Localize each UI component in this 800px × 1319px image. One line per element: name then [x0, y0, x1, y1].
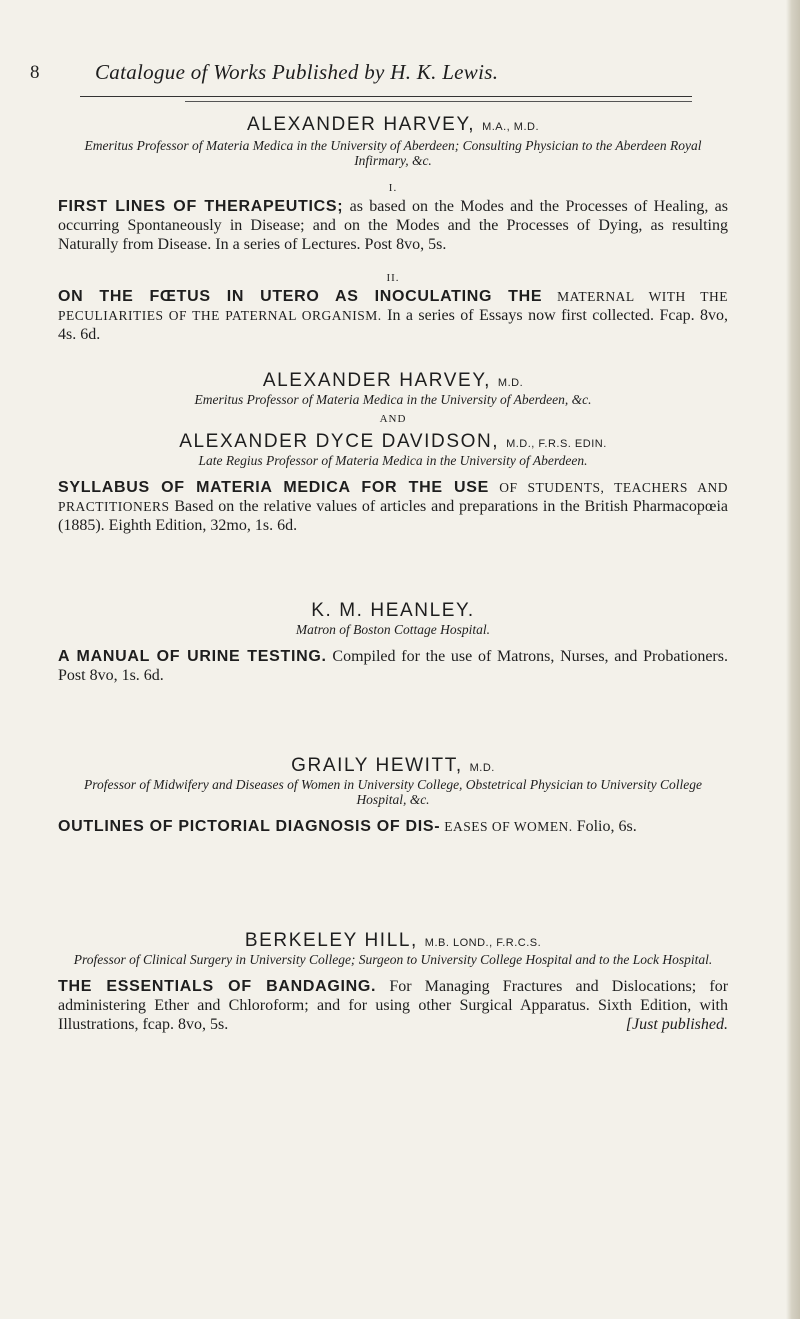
- author-name: ALEXANDER HARVEY, M.D.: [262, 370, 524, 391]
- author-description: Emeritus Professor of Materia Medica in the University of Aberdeen; Consulting Physician to the Aberdeen Royal Infirmary, &c.: [84, 138, 702, 168]
- catalogue-entry: [58, 647, 728, 685]
- page-header: [0, 56, 786, 96]
- and-separator: AND: [379, 413, 407, 425]
- author-name: GRAILY HEWITT, M.D.: [291, 755, 495, 776]
- work-description: Compiled for the use of Matrons, Nurses, and Probationers. Post 8vo, 1s. 6d.: [58, 648, 728, 684]
- running-title: Catalogue of Works Published by H. K. Lewis.: [95, 60, 499, 84]
- catalogue-entry: [58, 817, 728, 836]
- author-description: Professor of Midwifery and Diseases of Women in University College, Obstetrical Physician to University College Hospital, &c.: [83, 777, 703, 807]
- page-edge-shadow: [786, 0, 800, 1319]
- author-description: Matron of Boston Cottage Hospital.: [295, 622, 491, 637]
- work-subtitle: EASES OF WOMEN.: [444, 819, 573, 834]
- work-subtitle: OF STUDENTS, TEACHERS AND PRACTITIONERS: [58, 480, 728, 514]
- work-title: FIRST LINES OF THERAPEUTICS;: [58, 198, 344, 215]
- work-number: II.: [386, 272, 400, 284]
- work-description: as based on the Modes and the Processes of Healing, as occurring Spontaneously in Disease; and on the Modes and the Processes of Dying, as resulting Naturally from Disease. In a series of Lectures. Post 8vo, 5s.: [58, 198, 728, 253]
- author-description: Professor of Clinical Surgery in University College; Surgeon to University College Hospital and to the Lock Hospital.: [73, 952, 713, 967]
- author-section-harvey: [58, 114, 728, 344]
- author-name: ALEXANDER HARVEY, M.A., M.D.: [246, 114, 540, 135]
- author-description: Emeritus Professor of Materia Medica in the University of Aberdeen, &c.: [194, 392, 592, 407]
- author-name-second: ALEXANDER DYCE DAVIDSON, M.D., F.R.S. EDIN.: [179, 431, 607, 452]
- work-description: For Managing Fractures and Dislocations; for administering Ether and Chloroform; and for using other Surgical Apparatus. Sixth Edition, with Illustrations, fcap. 8vo, 5s.: [58, 978, 729, 1033]
- page-number: 8: [30, 62, 40, 83]
- work-description: In a series of Essays now first collected. Fcap. 8vo, 4s. 6d.: [58, 307, 729, 343]
- work-title: ON THE FŒTUS IN UTERO AS INOCULATING THE: [58, 288, 543, 305]
- catalogue-entry: [58, 197, 728, 254]
- work-subtitle: MATERNAL WITH THE PECULIARITIES OF THE PATERNAL ORGANISM.: [58, 289, 729, 323]
- author-section-hewitt: [58, 755, 728, 836]
- work-title: OUTLINES OF PICTORIAL DIAGNOSIS OF DIS-: [58, 818, 441, 835]
- author-section-harvey-davidson: [58, 370, 728, 535]
- header-rule: [80, 96, 692, 97]
- author-section-hill: [58, 930, 728, 1034]
- catalogue-entry: [58, 287, 728, 344]
- work-description: Folio, 6s.: [576, 818, 637, 835]
- work-title: SYLLABUS OF MATERIA MEDICA FOR THE USE: [58, 479, 490, 496]
- author-name: BERKELEY HILL, M.B. LOND., F.R.C.S.: [244, 930, 542, 951]
- work-description: Based on the relative values of articles and preparations in the British Pharmacopœia (1885). Eighth Edition, 32mo, 1s. 6d.: [58, 498, 729, 534]
- work-number: I.: [388, 182, 398, 194]
- catalogue-entry: [58, 478, 728, 535]
- catalogue-entry: [58, 977, 728, 1034]
- author-section-heanley: [58, 600, 728, 685]
- work-title: THE ESSENTIALS OF BANDAGING.: [58, 978, 377, 995]
- author-description-second: Late Regius Professor of Materia Medica in the University of Aberdeen.: [198, 453, 588, 468]
- work-title: A MANUAL OF URINE TESTING.: [58, 648, 327, 665]
- author-name: K. M. HEANLEY.: [311, 600, 475, 621]
- publication-note: [Just published.: [625, 1016, 728, 1033]
- header-rule-thin: [185, 101, 692, 102]
